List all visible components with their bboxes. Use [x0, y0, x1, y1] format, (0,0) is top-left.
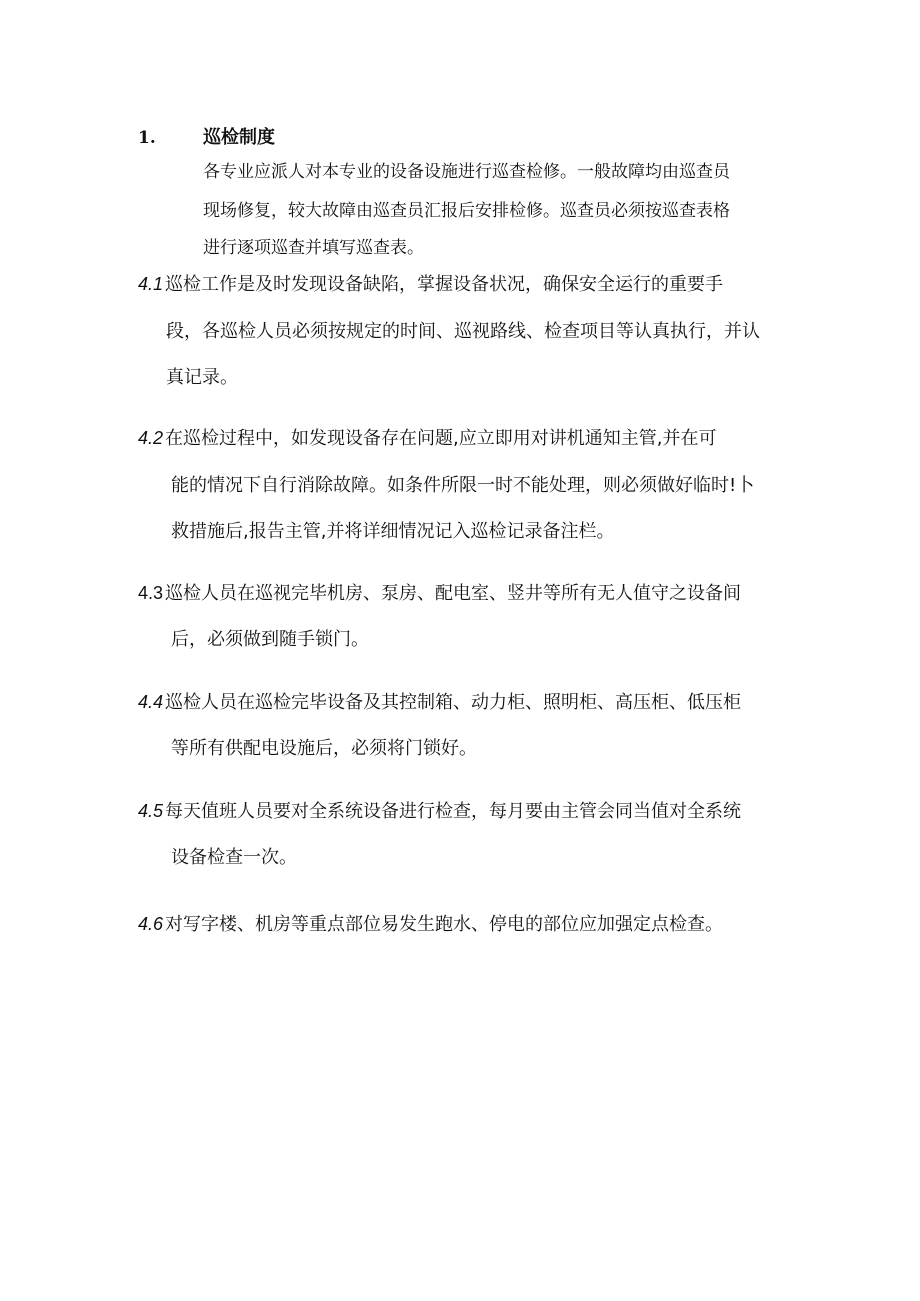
clause-4-4-first-line: [138, 690, 741, 715]
clause-text: 每天值班人员要对全系统设备进行检查，每月要由主管会同当值对全系统: [165, 801, 742, 822]
clause-number: 4.6: [138, 914, 164, 934]
clause-text: 巡检人员在巡检完毕设备及其控制箱、动力柜、照明柜、高压柜、低压柜: [165, 692, 742, 713]
clause-number: 4.3: [138, 583, 164, 603]
section-number: 1.: [138, 128, 156, 148]
clause-text: 巡检人员在巡视完毕机房、泵房、配电室、竖井等所有无人值守之设备间: [165, 583, 742, 604]
clause-number: 4.5: [138, 801, 164, 821]
clause-number: 4.2: [138, 428, 164, 448]
clause-4-4-line-2: 等所有供配电设施后，必须将门锁好。: [171, 738, 477, 759]
intro-line-3: 进行逐项巡查并填写巡查表。: [203, 238, 424, 258]
clause-text: 巡检工作是及时发现设备缺陷，掌握设备状况，确保安全运行的重要手: [165, 274, 724, 295]
intro-line-2: 现场修复，较大故障由巡查员汇报后安排检修。巡查员必须按巡查表格: [203, 201, 730, 221]
clause-4-6-first-line: [138, 912, 723, 937]
clause-4-1-line-3: 真记录。: [166, 367, 238, 388]
clause-4-5-first-line: [138, 799, 741, 824]
clause-4-1-line-2: 段，各巡检人员必须按规定的时间、巡视路线、检查项目等认真执行，并认: [166, 321, 760, 342]
intro-line-1: 各专业应派人对本专业的设备设施进行巡查检修。一般故障均由巡查员: [203, 162, 730, 182]
clause-text: 对写字楼、机房等重点部位易发生跑水、停电的部位应加强定点检查。: [165, 914, 724, 935]
clause-number: 4.1: [138, 274, 164, 294]
clause-4-3-first-line: [138, 581, 741, 606]
clause-4-2-first-line: [138, 426, 716, 451]
clause-4-2-line-2: 能的情况下自行消除故障。如条件所限一时不能处理，则必须做好临时!卜: [171, 475, 755, 496]
clause-4-2-line-3: 救措施后,报告主管,并将详细情况记入巡检记录备注栏。: [171, 521, 615, 542]
clause-text: 在巡检过程中，如发现设备存在问题,应立即用对讲机通知主管,并在可: [165, 428, 717, 449]
clause-4-3-line-2: 后，必须做到随手锁门。: [171, 629, 369, 650]
clause-4-5-line-2: 设备检查一次。: [171, 847, 297, 868]
section-title: 巡检制度: [203, 127, 275, 148]
clause-number: 4.4: [138, 692, 164, 712]
clause-4-1-first-line: [138, 272, 723, 297]
